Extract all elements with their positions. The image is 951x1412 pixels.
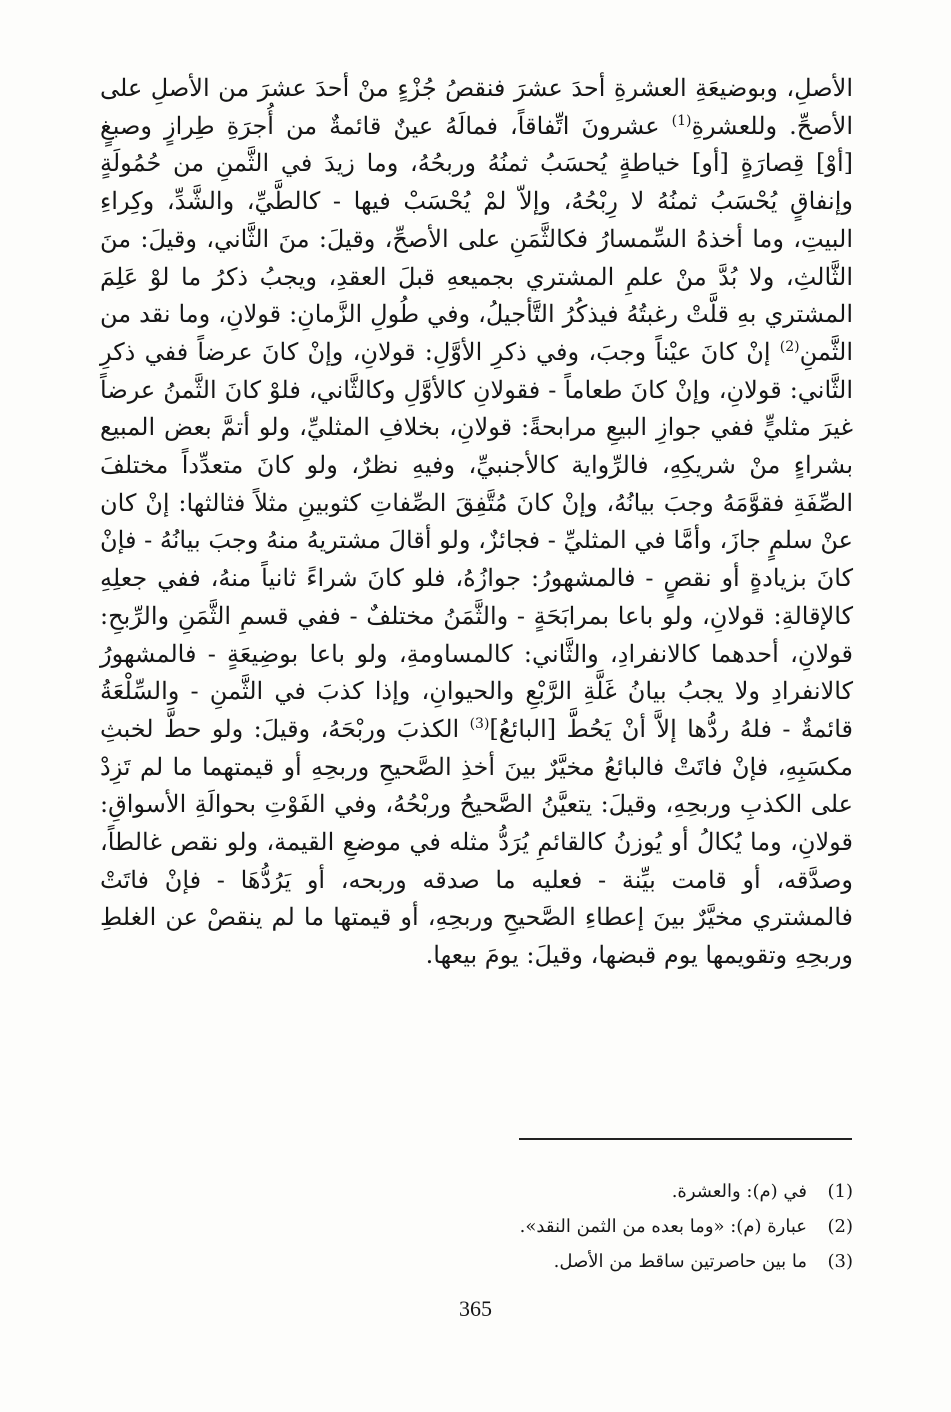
footnote-number: (1) xyxy=(827,1181,853,1202)
footnote-text: عبارة (م): «وما بعده من الثمن النقد». xyxy=(519,1216,807,1237)
text-segment-1: الأصلِ، وبوضيعَةِ العشرةِ أحدَ عشرَ فنقصُ جُزْءٍ منْ أحدَ عشرَ من الأصلِ على الأصحِّ. وللعشرةِ xyxy=(100,74,853,140)
footnote-ref-1: (1) xyxy=(671,112,692,129)
footnote-number: (3) xyxy=(827,1251,853,1272)
footnotes xyxy=(333,1178,853,1283)
text-segment-2: عشرونَ اتِّفاقاً، فمالَهُ عينٌ قائمةٌ من أُجرَةِ طِرازٍ وصبغٍ [أوْ] قِصارَةٍ [أو] خياطةٍ يُحسَبُ ثمنُهُ وربحُهُ، وما زيدَ في الثَّمنِ من حُمُولَةٍ وإنفاقٍ يُحْسَبُ ثمنُهُ لا رِبْحُهُ، وإلاّ لمْ يُحْسَبْ فيها - كالطَّيِّ، والشَّدِّ، وكِراءِ البيتِ، وما أخذهُ السِّمسارُ فكالثَّمَنِ على الأصحِّ، وقيلَ: منَ الثَّاني، وقيلَ: منَ الثَّالثِ، ولا بُدَّ منْ علمِ المشتري بجميعهِ قبلَ العقدِ، ويجبُ ذكرُ ما لوْ عَلِمَ المشتري بهِ قلَّتْ رغبتُهُ فيذكُرُ التَّأجيلُ، وفي طُولِ الزَّمانِ: قولانِ، وما نقد من الثَّمنِ xyxy=(100,111,853,366)
footnote-ref-3: (3) xyxy=(469,715,490,732)
footnote-ref-2: (2) xyxy=(779,338,800,355)
page-number: 365 xyxy=(459,1296,492,1321)
text-segment-4: الكذبَ وربْحَهُ، وقيلَ: ولو حطَّ لخبثِ مكسَبِهِ، فإنْ فاتَتْ فالبائعُ مخيَّرٌ بينَ أخذِ الصَّحيحِ وربحِهِ أو قيمتهما ما لم تَزِدْ على الكذبِ وربحِهِ، وقيلَ: يتعيَّنُ الصَّحيحُ وربْحُهُ، وفي الفَوْتِ بحوالَةِ الأسواقِ: قولانِ، وما يُكالُ أو يُوزنُ كالقائمِ يُرَدُّ مثله في موضعِ القيمة، ولو نقص غالطاً، وصدَّقه، أو قامت بيِّنة - فعليه ما صدقه وربحه، أو يَرُدُّهَا - فإنْ فاتَتْ فالمشتري مخيَّرٌ بينَ إعطاءِ الصَّحيحِ وربحِهِ، أو قيمتها ما لم ينقصْ عن الغلطِ وربحِهِ وتقويمها يوم قبضها، وقيلَ: يومَ بيعها. xyxy=(100,714,854,970)
footnote-separator xyxy=(519,1138,852,1140)
footnote-3 xyxy=(333,1248,853,1283)
footnote-1 xyxy=(333,1178,853,1213)
footnote-2 xyxy=(333,1213,853,1248)
footnote-number: (2) xyxy=(827,1216,853,1237)
footnote-text: في (م): والعشرة. xyxy=(671,1181,807,1202)
footnote-text: ما بين حاصرتين ساقط من الأصل. xyxy=(553,1251,807,1272)
main-paragraph xyxy=(100,70,853,975)
text-segment-3: إنْ كانَ عيْناً وجبَ، وفي ذكرِ الأوَّلِ: قولانِ، وإنْ كانَ عرضاً ففي ذكرِ الثَّاني: قولانِ، وإنْ كانَ طعاماً - فقولانِ كالأوَّلِ وكالثَّاني، فلوْ كانَ الثَّمنُ عرضاً غيرَ مثليٍّ ففي جوازِ البيعِ مرابحةً: قولانِ، بخلافِ المثليِّ، ولو أتمَّ بعض المبيع بشراءٍ منْ شريكِهِ، فالرِّواية كالأجنبيِّ، وفيهِ نظرٌ، ولو كانَ متعدِّداً مختلفَ الصِّفَةِ فقوَّمَهُ وجبَ بيانُهُ، وإنْ كانَ مُتَّفِقَ الصِّفاتِ كثوبينِ مثلاً فثالثها: إنْ كان عنْ سلمٍ جازَ، وأمَّا في المثليِّ - فجائزٌ، ولو أقالَ مشتريهُ منهُ وجبَ بيانُهُ - فإنْ كانَ بزيادةٍ أو نقصٍ - فالمشهورُ: جوازُهُ، فلو كانَ شراءً ثانياً منهُ، ففي جعلِهِ كالإقالةِ: قولانِ، ولو باعا بمرابَحَةٍ - والثَّمَنُ مختلفٌ - ففي قسمِ الثَّمَنِ والرِّبحِ: قولانِ، أحدهما كالانفرادِ، والثَّاني: كالمساومةِ، ولو باعا بوضِيعَةٍ - فالمشهورُ كالانفرادِ ولا يجبُ بيانُ غَلَّةِ الرَّبْعِ والحيوانِ، وإذا كذبَ في الثَّمنِ - والسِّلْعَةُ قائمةٌ - فلهُ ردُّها إلاَّ أنْ يَحُطَّ [البائعُ] xyxy=(100,337,853,743)
main-text xyxy=(100,70,853,975)
